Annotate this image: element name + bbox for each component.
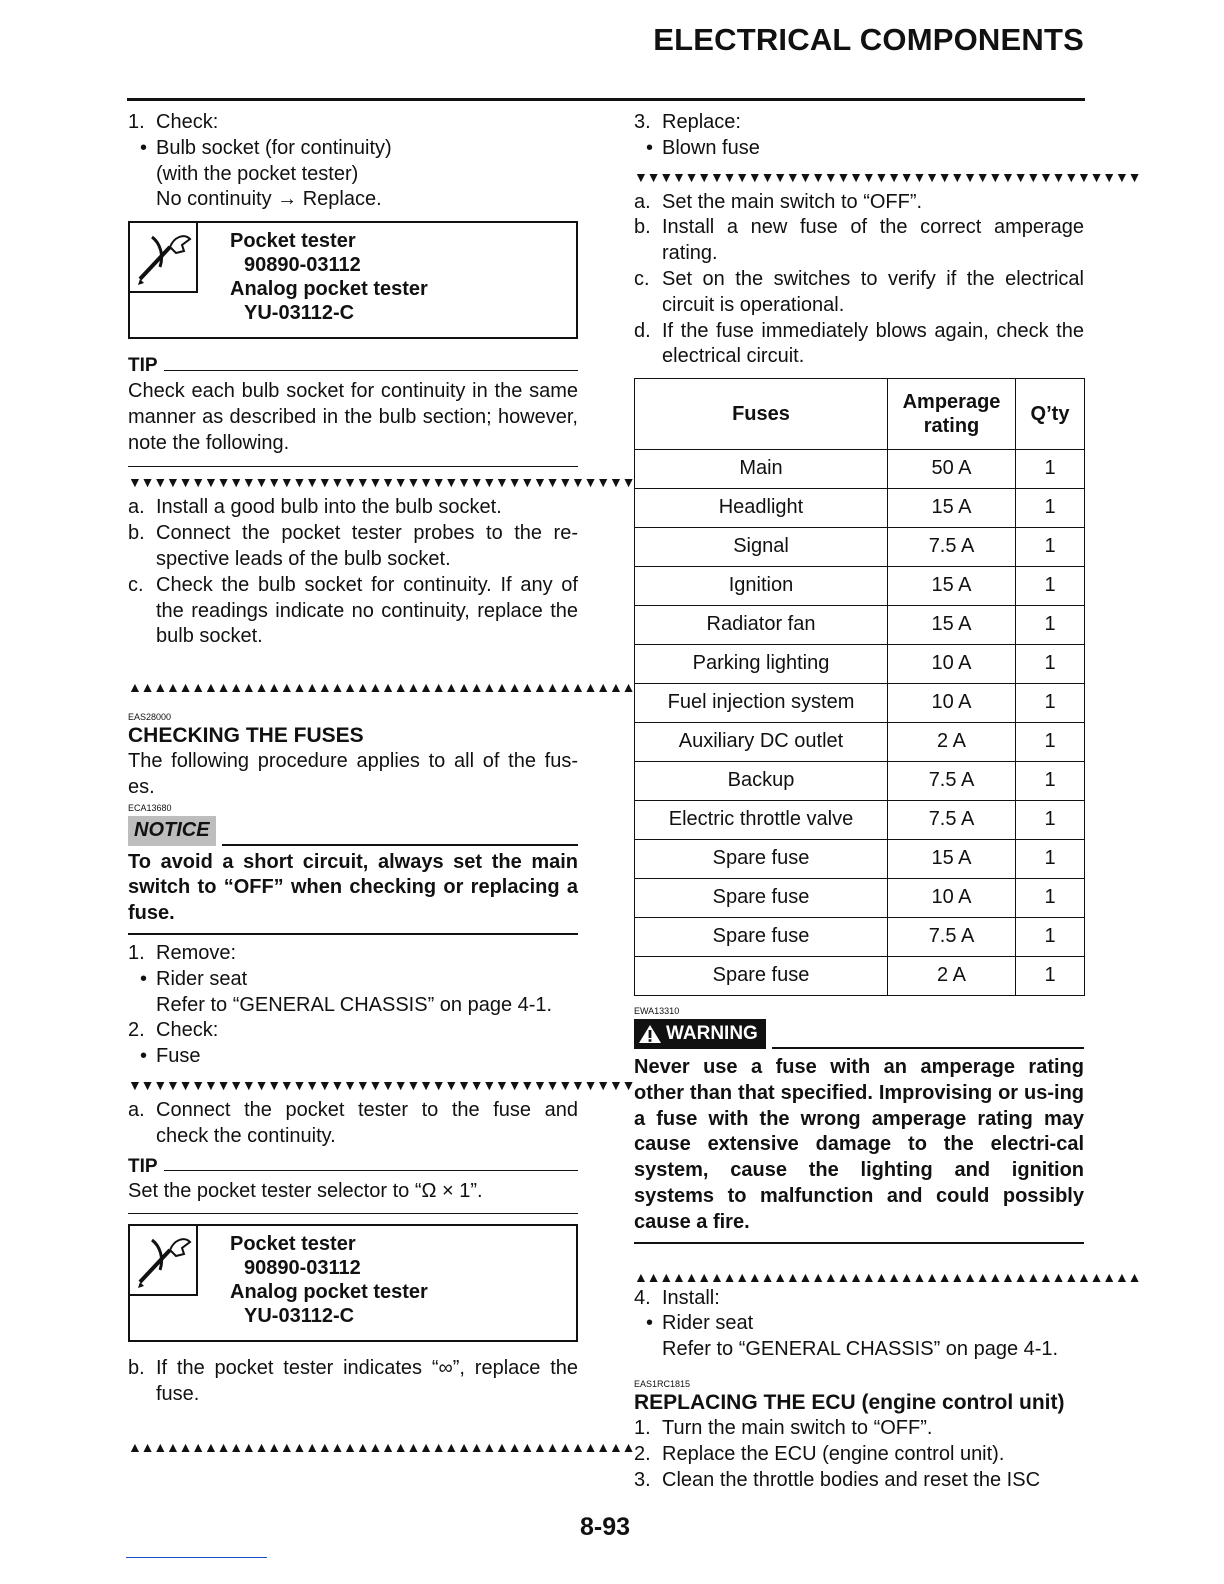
- fuse-table: [634, 378, 1085, 996]
- tool-icon: [130, 1226, 198, 1296]
- table-cell-qty: 1: [1016, 567, 1085, 606]
- table-cell-amp: 7.5 A: [888, 762, 1016, 801]
- tip-heading: TIP: [128, 353, 578, 379]
- tool-name: Pocket tester: [230, 1233, 356, 1256]
- tool-name: Analog pocket tester: [230, 1281, 428, 1304]
- table-row: [635, 918, 1085, 957]
- table-cell-qty: 1: [1016, 606, 1085, 645]
- table-cell-qty: 1: [1016, 762, 1085, 801]
- warning-text: Never use a fuse with an amperage rating other than that specified. Improvising or us-ing a fuse with the wrong amperage rating may cause extensive damage to the electri-cal system, cause the lighting and ignition systems to malfunction and could possibly cause a fire.: [634, 1055, 1084, 1233]
- table-cell-qty: 1: [1016, 528, 1085, 567]
- notice-badge: NOTICE: [128, 816, 216, 846]
- table-cell-qty: 1: [1016, 645, 1085, 684]
- table-cell-fuse: Main: [635, 450, 888, 489]
- table-row: [635, 528, 1085, 567]
- table-cell-qty: 1: [1016, 918, 1085, 957]
- table-row: [635, 606, 1085, 645]
- header-rule: [127, 98, 1085, 101]
- table-cell-amp: 15 A: [888, 489, 1016, 528]
- table-cell-fuse: Parking lighting: [635, 645, 888, 684]
- table-row: [635, 840, 1085, 879]
- bullet-rider-seat: • Rider seat: [646, 1312, 754, 1335]
- procedure-end-markers: ▲▲▲▲▲▲▲▲▲▲▲▲▲▲▲▲▲▲▲▲▲▲▲▲▲▲▲▲▲▲▲▲▲▲▲▲▲▲▲▲: [634, 1268, 1141, 1285]
- substep: c. Set on the switches to verify if the electrical circuit is operational.: [634, 267, 1084, 316]
- table-row: [635, 723, 1085, 762]
- table-cell-fuse: Signal: [635, 528, 888, 567]
- step-remove: 1. Remove:: [128, 941, 237, 964]
- bottom-link-underline[interactable]: [126, 1557, 267, 1558]
- table-cell-fuse: Headlight: [635, 489, 888, 528]
- bulb-socket-note1: (with the pocket tester): [156, 162, 359, 185]
- tool-name: Analog pocket tester: [230, 278, 428, 301]
- table-cell-amp: 10 A: [888, 684, 1016, 723]
- table-cell-amp: 2 A: [888, 723, 1016, 762]
- substep: a. Install a good bulb into the bulb socket.: [128, 496, 502, 519]
- table-cell-fuse: Backup: [635, 762, 888, 801]
- bullet-fuse: • Fuse: [140, 1045, 201, 1068]
- special-tool-box-1: [128, 221, 578, 339]
- substep: a. Set the main switch to “OFF”.: [634, 190, 923, 213]
- section-title-ecu: REPLACING THE ECU (engine control unit): [634, 1390, 1065, 1414]
- bulb-socket-note2: No continuity → Replace.: [156, 188, 382, 211]
- table-cell-fuse: Spare fuse: [635, 840, 888, 879]
- page-header-title: ELECTRICAL COMPONENTS: [653, 22, 1084, 57]
- section-intro: The following procedure applies to all of the fus-es.: [128, 750, 578, 798]
- substep: b. Install a new fuse of the correct amperage rating.: [634, 216, 1084, 265]
- procedure-start-markers: ▼▼▼▼▼▼▼▼▼▼▼▼▼▼▼▼▼▼▼▼▼▼▼▼▼▼▼▼▼▼▼▼▼▼▼▼▼▼▼▼: [634, 168, 1141, 185]
- reference-link: Refer to “GENERAL CHASSIS” on page 4-1.: [156, 993, 553, 1016]
- table-cell-fuse: Ignition: [635, 567, 888, 606]
- substep: a. Connect the pocket tester to the fuse and check the continuity.: [128, 1098, 578, 1147]
- procedure-start-markers: ▼▼▼▼▼▼▼▼▼▼▼▼▼▼▼▼▼▼▼▼▼▼▼▼▼▼▼▼▼▼▼▼▼▼▼▼▼▼▼▼: [128, 1076, 635, 1093]
- ecu-step: 1. Turn the main switch to “OFF”.: [634, 1416, 933, 1439]
- tip-text: Set the pocket tester selector to “Ω × 1”.: [128, 1180, 483, 1203]
- table-cell-qty: 1: [1016, 801, 1085, 840]
- table-cell-fuse: Radiator fan: [635, 606, 888, 645]
- section-code: EAS28000: [128, 712, 172, 723]
- special-tool-box-2: [128, 1224, 578, 1342]
- tool-code: YU-03112-C: [244, 302, 355, 325]
- table-row: [635, 567, 1085, 606]
- ecu-step: 2. Replace the ECU (engine control unit).: [634, 1442, 1005, 1465]
- tool-icon: [130, 223, 198, 293]
- reference-link: Refer to “GENERAL CHASSIS” on page 4-1.: [662, 1338, 1059, 1361]
- column-header-amperage: Amperage rating: [888, 379, 1016, 450]
- table-cell-amp: 10 A: [888, 879, 1016, 918]
- right-column: [634, 110, 1141, 1493]
- table-cell-fuse: Spare fuse: [635, 918, 888, 957]
- table-cell-fuse: Electric throttle valve: [635, 801, 888, 840]
- page-number: 8-93: [579, 1513, 631, 1541]
- divider: [128, 1213, 578, 1214]
- substep: d. If the fuse immediately blows again, check the electrical circuit.: [634, 319, 1084, 368]
- section-code: EAS1RC1815: [634, 1378, 691, 1389]
- table-cell-fuse: Spare fuse: [635, 957, 888, 996]
- step-install: 4. Install:: [634, 1286, 720, 1309]
- bullet-bulb-socket: • Bulb socket (for continuity): [140, 136, 392, 159]
- step-check: 1. Check:: [128, 111, 219, 133]
- bullet-blown-fuse: • Blown fuse: [646, 136, 760, 159]
- table-cell-amp: 7.5 A: [888, 528, 1016, 567]
- section-title: CHECKING THE FUSES: [128, 724, 364, 748]
- divider: [128, 466, 578, 467]
- table-cell-amp: 15 A: [888, 606, 1016, 645]
- table-cell-amp: 7.5 A: [888, 801, 1016, 840]
- table-cell-fuse: Spare fuse: [635, 879, 888, 918]
- procedure-end-markers: ▲▲▲▲▲▲▲▲▲▲▲▲▲▲▲▲▲▲▲▲▲▲▲▲▲▲▲▲▲▲▲▲▲▲▲▲▲▲▲▲: [128, 679, 635, 696]
- step-check-fuse: 2. Check:: [128, 1019, 219, 1042]
- table-cell-fuse: Auxiliary DC outlet: [635, 723, 888, 762]
- warning-heading: [634, 1019, 1084, 1049]
- table-cell-amp: 10 A: [888, 645, 1016, 684]
- column-header-qty: Q’ty: [1016, 379, 1085, 450]
- table-cell-amp: 50 A: [888, 450, 1016, 489]
- column-header-fuses: Fuses: [635, 379, 888, 450]
- divider: [634, 1242, 1084, 1244]
- table-cell-qty: 1: [1016, 450, 1085, 489]
- table-row: [635, 801, 1085, 840]
- tip-heading: TIP: [128, 1154, 578, 1180]
- table-row: [635, 645, 1085, 684]
- procedure-start-markers: ▼▼▼▼▼▼▼▼▼▼▼▼▼▼▼▼▼▼▼▼▼▼▼▼▼▼▼▼▼▼▼▼▼▼▼▼▼▼▼▼: [128, 474, 635, 491]
- table-cell-qty: 1: [1016, 957, 1085, 996]
- substep: c. Check the bulb socket for continuity. If any of the readings indicate no continuity, replace the bulb socket.: [128, 573, 578, 648]
- table-row: [635, 450, 1085, 489]
- table-row: [635, 879, 1085, 918]
- table-cell-fuse: Fuel injection system: [635, 684, 888, 723]
- notice-code: ECA13680: [128, 802, 172, 813]
- table-cell-qty: 1: [1016, 840, 1085, 879]
- warning-code: EWA13310: [634, 1006, 680, 1017]
- warning-badge: WARNING: [634, 1019, 766, 1049]
- table-row: [635, 489, 1085, 528]
- table-cell-amp: 7.5 A: [888, 918, 1016, 957]
- tool-code: 90890-03112: [244, 254, 361, 277]
- procedure-end-markers: ▲▲▲▲▲▲▲▲▲▲▲▲▲▲▲▲▲▲▲▲▲▲▲▲▲▲▲▲▲▲▲▲▲▲▲▲▲▲▲▲: [128, 1438, 635, 1455]
- substep: b. Connect the pocket tester probes to the re-spective leads of the bulb socket.: [128, 522, 578, 570]
- tip-text: Check each bulb socket for continuity in the same manner as described in the bulb section; however, note the following.: [128, 379, 578, 454]
- table-cell-qty: 1: [1016, 723, 1085, 762]
- ecu-step: 3. Clean the throttle bodies and reset the ISC: [634, 1468, 1041, 1491]
- warning-triangle-icon: [638, 1024, 662, 1044]
- step-replace: 3. Replace:: [634, 111, 741, 133]
- table-cell-qty: 1: [1016, 684, 1085, 723]
- substep: b. If the pocket tester indicates “∞”, replace the fuse.: [128, 1357, 578, 1405]
- tool-code: 90890-03112: [244, 1257, 361, 1280]
- table-cell-qty: 1: [1016, 489, 1085, 528]
- divider: [128, 933, 578, 935]
- table-row: [635, 762, 1085, 801]
- bullet-rider-seat: • Rider seat: [140, 967, 248, 990]
- notice-text: To avoid a short circuit, always set the main switch to “OFF” when checking or replacing a fuse.: [128, 850, 578, 925]
- tool-name: Pocket tester: [230, 230, 356, 253]
- table-cell-amp: 2 A: [888, 957, 1016, 996]
- table-cell-qty: 1: [1016, 879, 1085, 918]
- table-cell-amp: 15 A: [888, 567, 1016, 606]
- table-cell-amp: 15 A: [888, 840, 1016, 879]
- notice-heading: [128, 816, 578, 846]
- left-column: [128, 110, 635, 1456]
- table-row: [635, 957, 1085, 996]
- tool-code: YU-03112-C: [244, 1305, 355, 1328]
- table-row: [635, 684, 1085, 723]
